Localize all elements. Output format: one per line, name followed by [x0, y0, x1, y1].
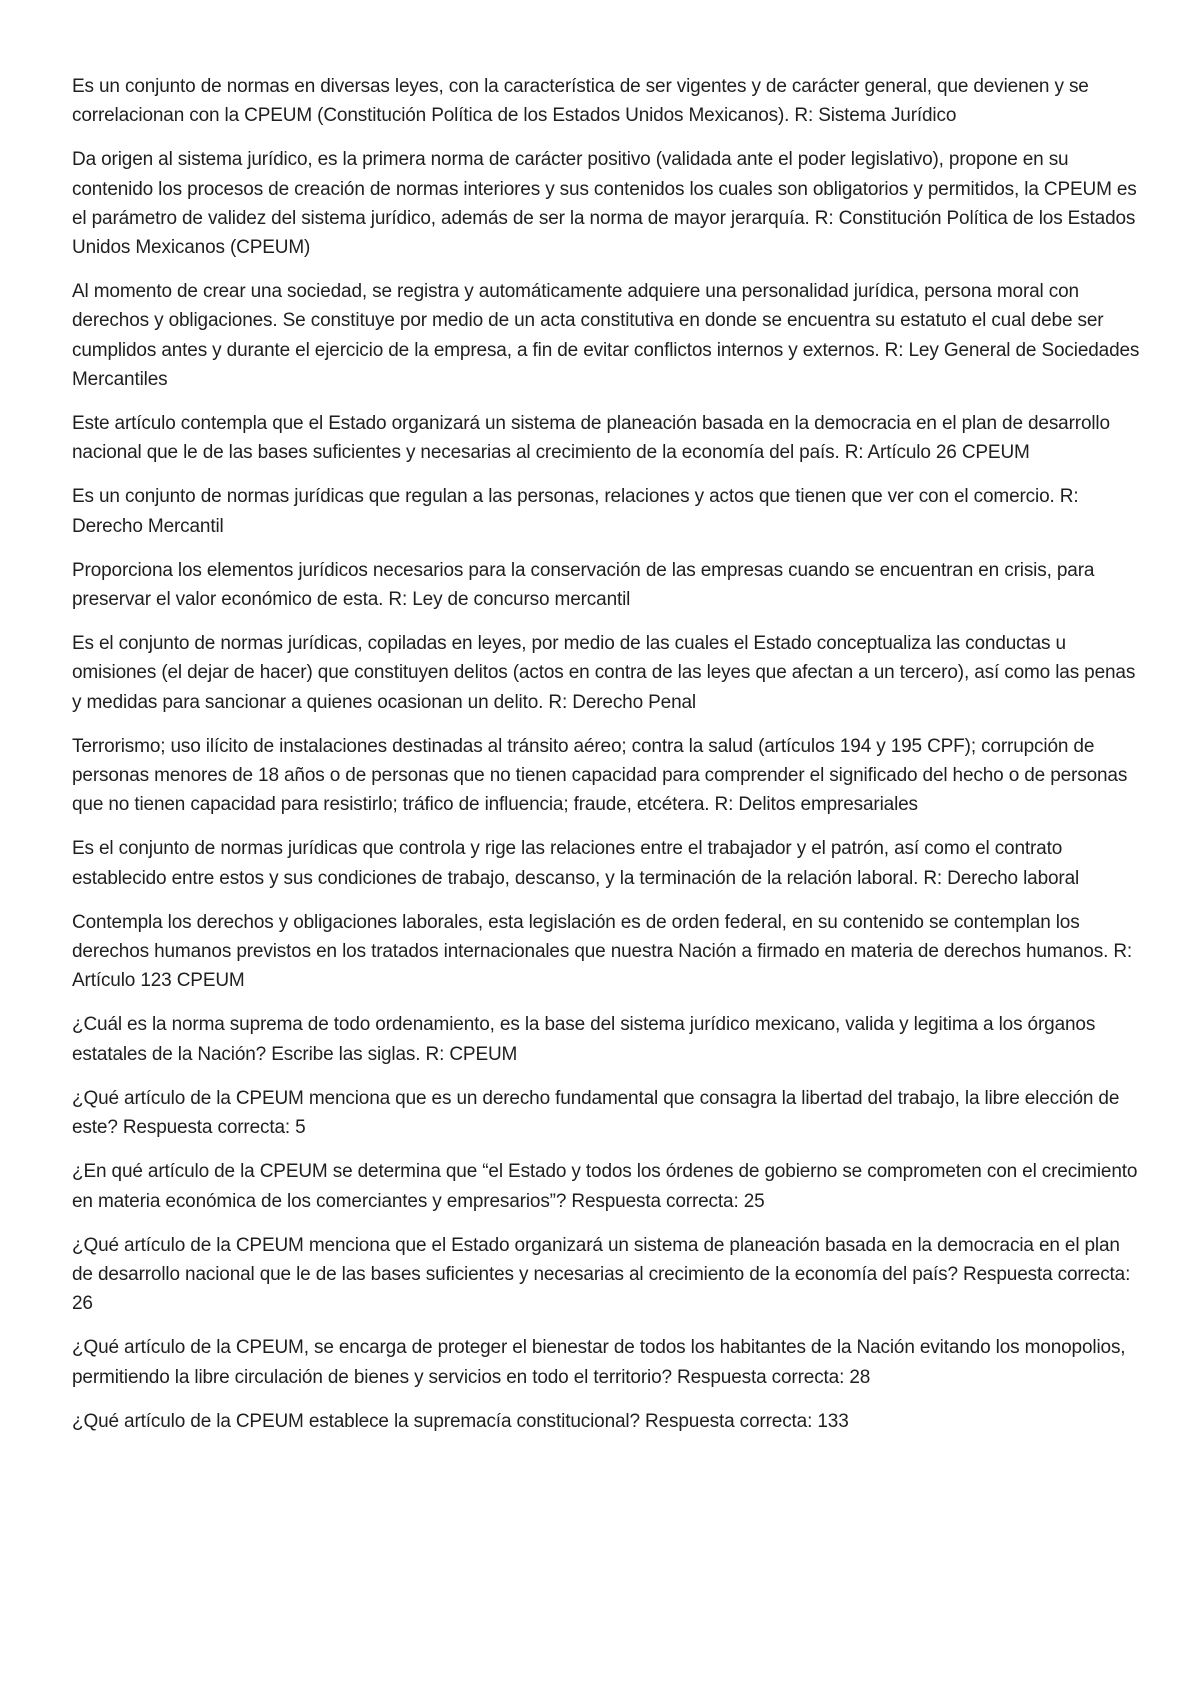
paragraph-15: ¿Qué artículo de la CPEUM, se encarga de proteger el bienestar de todos los habitantes de la Nación evitando los monopolios, permitiendo la libre circulación de bienes y servicios en todo el territorio? Respuesta correcta: 28	[72, 1337, 1126, 1388]
paragraph-13: ¿En qué artículo de la CPEUM se determina que “el Estado y todos los órdenes de gobierno se comprometen con el crecimiento en materia económica de los comerciantes y empresarios”? Respuesta correcta: 25	[72, 1161, 1138, 1212]
paragraph-11: ¿Cuál es la norma suprema de todo ordenamiento, es la base del sistema jurídico mexicano, valida y legitima a los órganos estatales de la Nación? Escribe las siglas. R: CPEUM	[72, 1014, 1096, 1065]
paragraph-8: Terrorismo; uso ilícito de instalaciones destinadas al tránsito aéreo; contra la salud (artículos 194 y 195 CPF); corrupción de personas menores de 18 años o de personas que no tienen capacidad para comprender el significado del hecho o de personas que no tienen capacidad para resistirlo; tráfico de influencia; fraude, etcétera. R: Delitos empresariales	[72, 735, 1128, 816]
paragraph-2: Da origen al sistema jurídico, es la primera norma de carácter positivo (validada ante el poder legislativo), propone en su contenido los procesos de creación de normas interiores y sus contenidos los cuales son obligatorios y permitidos, la CPEUM es el parámetro de validez del sistema jurídico, además de ser la norma de mayor jerarquía. R: Constitución Política de los Estados Unidos Mexicanos (CPEUM)	[72, 149, 1137, 259]
paragraph-5: Es un conjunto de normas jurídicas que regulan a las personas, relaciones y actos que tienen que ver con el comercio. R: Derecho Mercantil	[72, 486, 1079, 537]
paragraph-12: ¿Qué artículo de la CPEUM menciona que es un derecho fundamental que consagra la libertad del trabajo, la libre elección de este? Respuesta correcta: 5	[72, 1087, 1120, 1139]
paragraph-1: Es un conjunto de normas en diversas leyes, con la característica de ser vigentes y de carácter general, que devienen y se correlacionan con la CPEUM (Constitución Política de los Estados Unidos Mexicanos). R: Sistema Jurídico	[72, 76, 1089, 127]
paragraph-4: Este artículo contempla que el Estado organizará un sistema de planeación basada en la democracia en el plan de desarrollo nacional que le de las bases suficientes y necesarias al crecimiento de la economía del país. R: Artículo 26 CPEUM	[72, 413, 1110, 464]
paragraph-14: ¿Qué artículo de la CPEUM menciona que el Estado organizará un sistema de planeación basada en la democracia en el plan de desarrollo nacional que le de las bases suficientes y necesarias al crecimiento de la economía del país? Respuesta correcta: 26	[72, 1234, 1131, 1315]
paragraph-9: Es el conjunto de normas jurídicas que controla y rige las relaciones entre el trabajador y el patrón, así como el contrato establecido entre estos y sus condiciones de trabajo, descanso, y la terminación de la relación laboral. R: Derecho laboral	[72, 838, 1080, 889]
paragraph-10: Contempla los derechos y obligaciones laborales, esta legislación es de orden federal, en su contenido se contemplan los derechos humanos previstos en los tratados internacionales que nuestra Nación a firmado en materia de derechos humanos. R: Artículo 123 CPEUM	[72, 911, 1133, 992]
paragraph-3: Al momento de crear una sociedad, se registra y automáticamente adquiere una personalidad jurídica, persona moral con derechos y obligaciones. Se constituye por medio de un acta constitutiva en donde se encuentra su estatuto el cual debe ser cumplidos antes y durante el ejercicio de la empresa, a fin de evitar conflictos internos y externos. R: Ley General de Sociedades Mercantiles	[72, 281, 1140, 390]
paragraph-7: Es el conjunto de normas jurídicas, copiladas en leyes, por medio de las cuales el Estado conceptualiza las conductas u omisiones (el dejar de hacer) que constituyen delitos (actos en contra de las leyes que afectan a un tercero), así como las penas y medidas para sancionar a quienes ocasionan un delito. R: Derecho Penal	[72, 633, 1136, 713]
paragraph-6: Proporciona los elementos jurídicos necesarios para la conservación de las empresas cuando se encuentran en crisis, para preservar el valor económico de esta. R: Ley de concurso mercantil	[72, 559, 1095, 611]
paragraph-16: ¿Qué artículo de la CPEUM establece la supremacía constitucional? Respuesta correcta: 133	[72, 1410, 849, 1432]
